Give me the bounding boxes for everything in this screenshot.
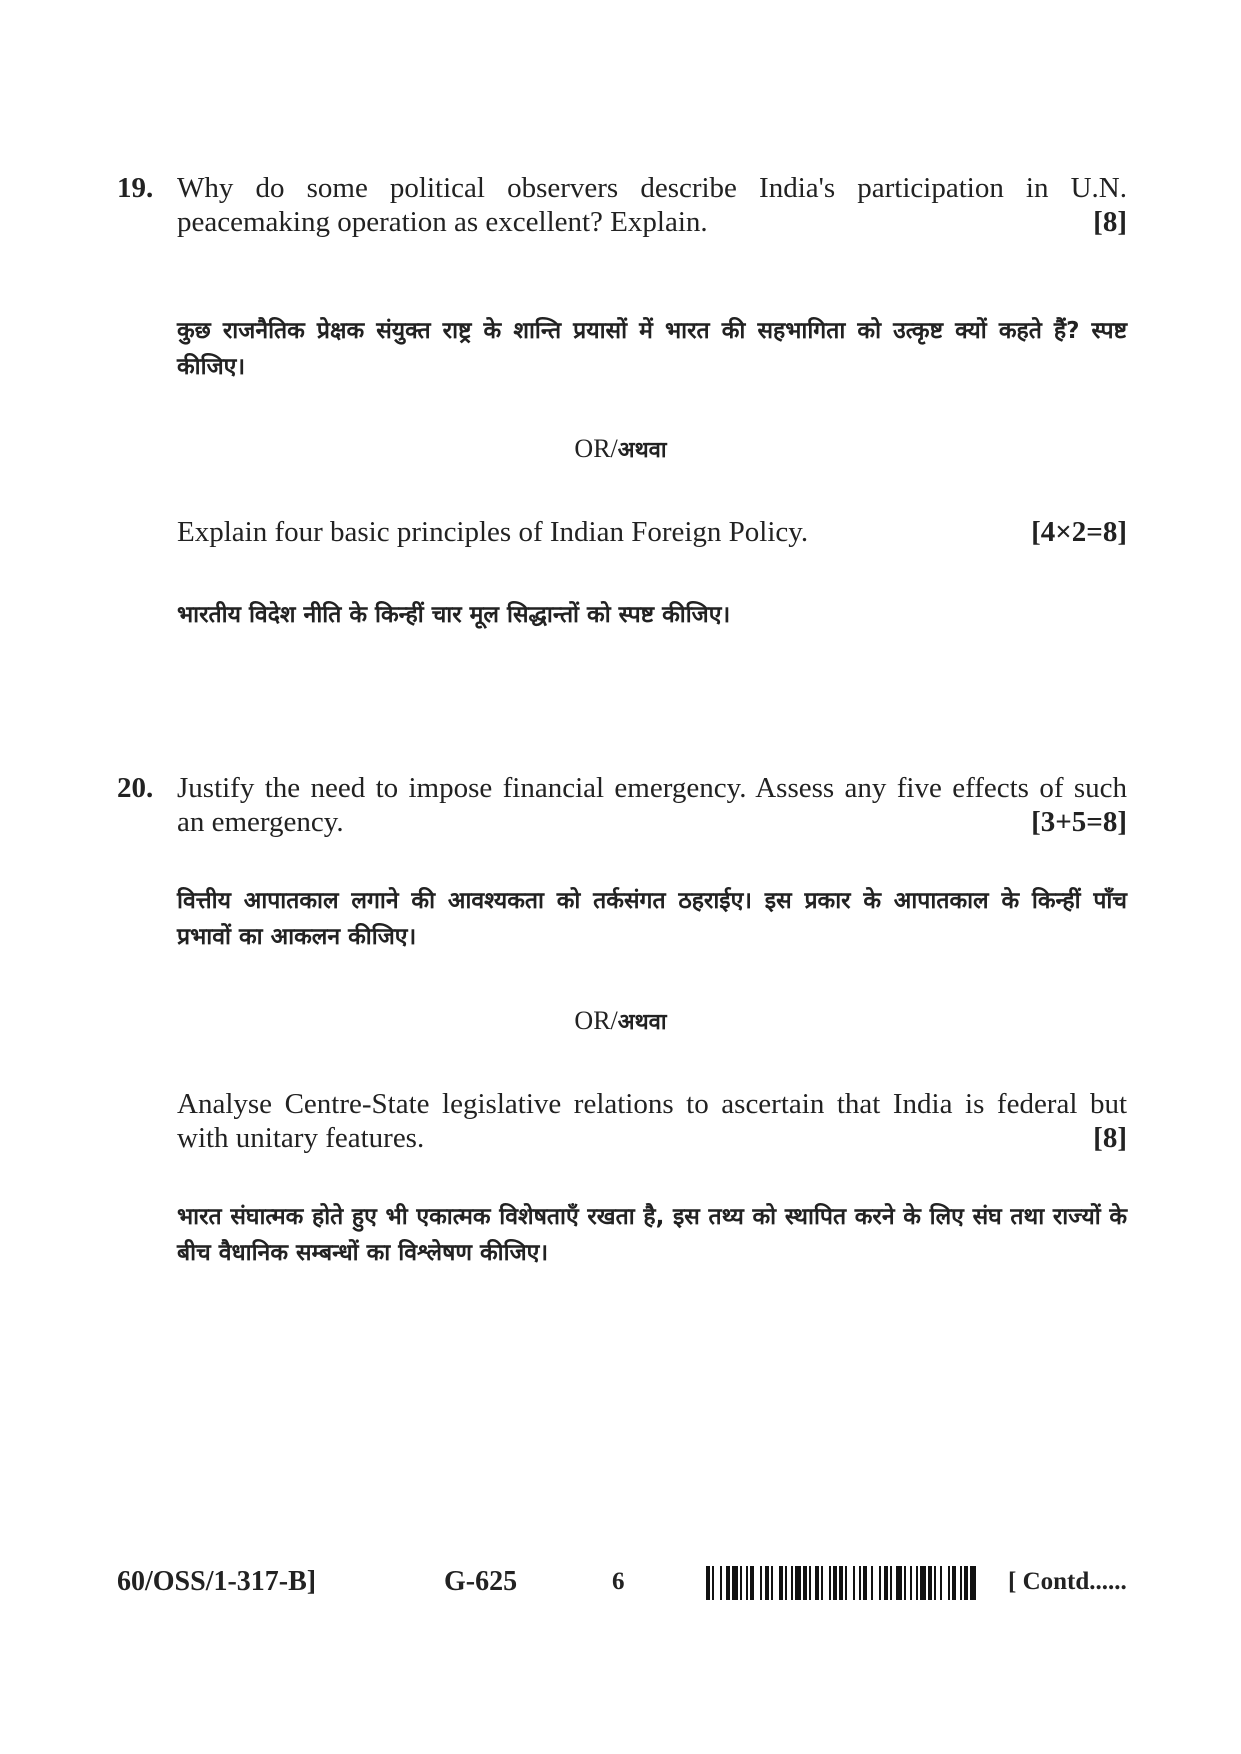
question-20-marks: [3+5=8] <box>1031 806 1127 838</box>
question-19-alt-en-text: Explain four basic principles of Indian Foreign Policy. <box>177 516 809 548</box>
question-19-alt-hi-line-1: भारतीय विदेश नीति के किन्हीं चार मूल सिद्धान्तों को स्पष्ट कीजिए। <box>177 602 731 628</box>
or-label-hindi: अथवा <box>617 438 667 463</box>
question-20-alt-en-line-1: Analyse Centre-State legislative relations to ascertain that India is federal but <box>177 1088 1127 1120</box>
or-label-english: OR/ <box>574 1006 618 1035</box>
question-20-english <box>177 771 1127 839</box>
question-20-number: 20. <box>117 772 154 804</box>
question-20-alternative-english <box>177 1087 1127 1155</box>
question-20-hindi <box>177 883 1127 955</box>
question-19-marks: [8] <box>1093 206 1127 238</box>
question-20-or-separator <box>0 1005 1241 1039</box>
question-20-en-line-1: Justify the need to impose financial emergency. Assess any five effects of such <box>177 772 1127 804</box>
or-label-hindi: अथवा <box>617 1010 667 1035</box>
question-19-english <box>177 171 1127 239</box>
question-19-hi-line-2: कीजिए। <box>177 354 246 380</box>
barcode-image <box>706 1566 977 1600</box>
question-20-alt-en-line-2 <box>177 1121 1127 1155</box>
question-19-alternative-hindi <box>177 597 1127 633</box>
question-20-en-line-2-text: an emergency. <box>177 806 344 838</box>
question-20-en-line-2 <box>177 805 1127 839</box>
question-20-alt-hi-line-1: भारत संघात्मक होते हुए भी एकात्मक विशेषताएँ रखता है, इस तथ्य को स्थापित करने के लिए संघ तथा राज्यों के <box>177 1204 1127 1230</box>
question-19-hindi <box>177 313 1127 385</box>
footer-continued: [ Contd...... <box>1008 1568 1127 1595</box>
question-19-en-line-2 <box>177 205 1127 239</box>
question-20-alt-marks: [8] <box>1093 1122 1127 1154</box>
question-19-alt-marks: [4×2=8] <box>1031 516 1127 548</box>
question-20-hi-line-2: प्रभावों का आकलन कीजिए। <box>177 924 417 950</box>
footer-series-code: G-625 <box>444 1566 518 1597</box>
question-19-en-line-1: Why do some political observers describe India's participation in U.N. <box>177 172 1127 204</box>
question-20-alternative-hindi <box>177 1199 1127 1271</box>
question-19-hi-line-1: कुछ राजनैतिक प्रेक्षक संयुक्त राष्ट्र के शान्ति प्रयासों में भारत की सहभागिता को उत्कृष्ट क्यों कहते हैं? स्पष्ट <box>177 318 1127 344</box>
question-19-number: 19. <box>117 172 154 204</box>
question-19-en-line-2-text: peacemaking operation as excellent? Explain. <box>177 206 708 238</box>
or-label-english: OR/ <box>574 434 618 463</box>
question-19-or-separator <box>0 433 1241 467</box>
question-19-alternative-english <box>177 515 1127 549</box>
footer-paper-code: 60/OSS/1-317-B] <box>117 1566 317 1597</box>
barcode-bar <box>970 1566 976 1600</box>
question-20-alt-en-line-2-text: with unitary features. <box>177 1122 425 1154</box>
footer-page-number: 6 <box>612 1568 625 1595</box>
question-20-alt-hi-line-2: बीच वैधानिक सम्बन्धों का विश्लेषण कीजिए। <box>177 1240 549 1266</box>
question-19-alt-en-line-1 <box>177 515 1127 549</box>
question-20-hi-line-1: वित्तीय आपातकाल लगाने की आवश्यकता को तर्कसंगत ठहराईए। इस प्रकार के आपातकाल के किन्हीं पाँच <box>177 888 1127 914</box>
